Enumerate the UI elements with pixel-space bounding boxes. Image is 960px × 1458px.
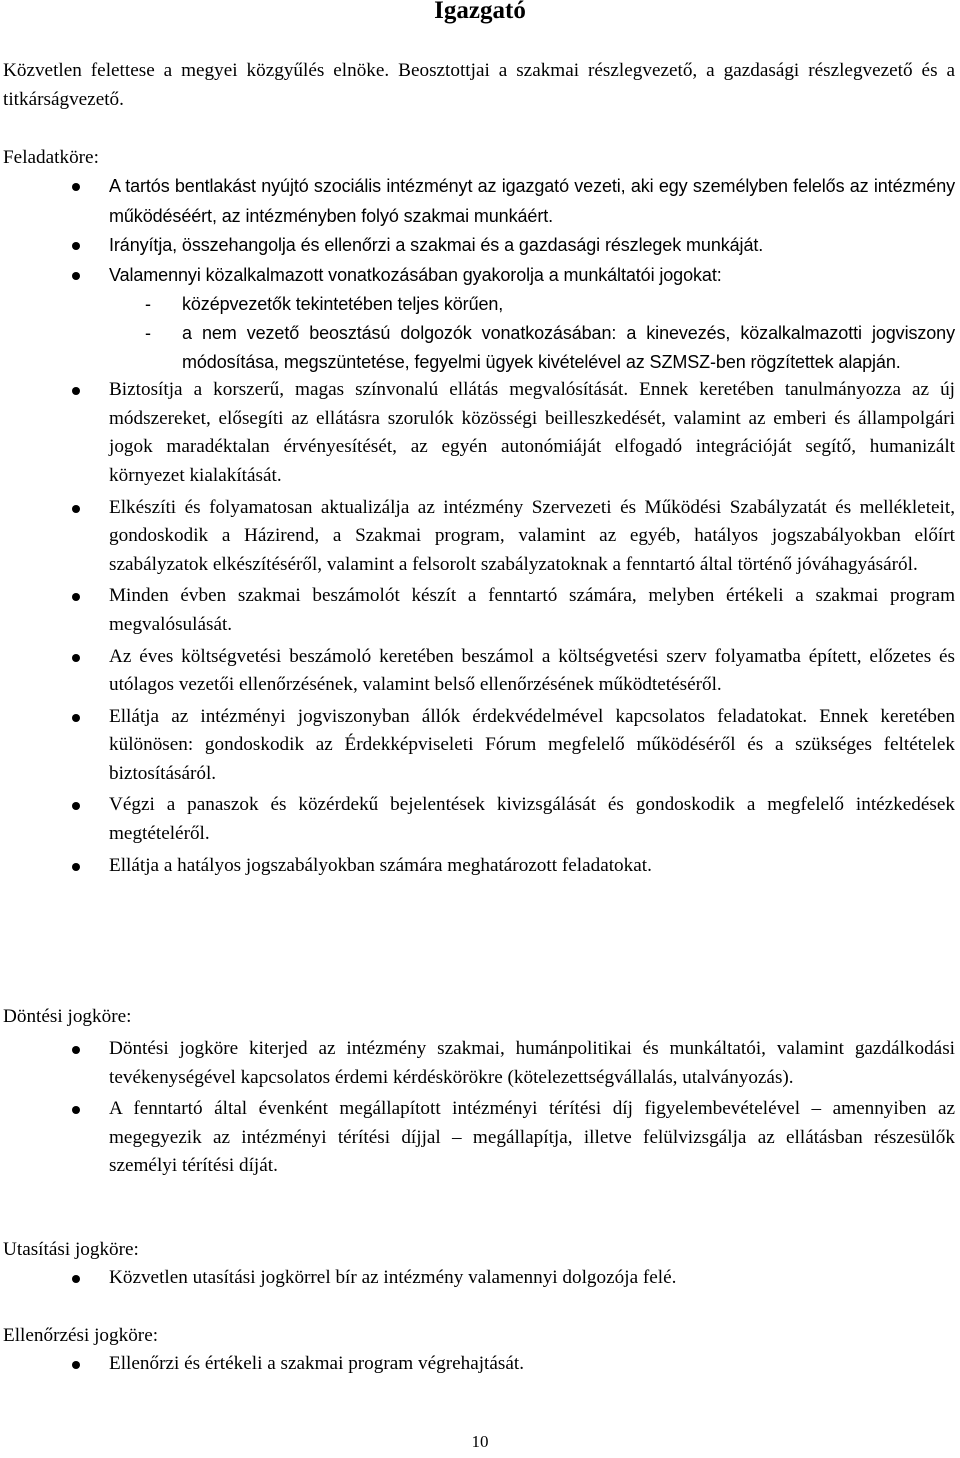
dash-marker: - [145,322,151,343]
list-item [0,1350,960,1379]
bullet-icon [72,654,80,662]
list-item [0,1264,960,1293]
list-item [0,376,960,490]
sub-list-item [109,290,955,319]
sub-list [109,290,955,376]
section-heading-dontesi: Döntési jogköre: [3,1006,132,1027]
intro-paragraph: Közvetlen felettese a megyei közgyűlés elnöke. Beosztottjai a szakmai részlegvezető, a gazdasági részlegvezető és a titkárságvezető. [3,60,955,110]
bullet-icon [72,863,80,871]
list-item [0,791,960,848]
list-item-text: Biztosítja a korszerű, magas színvonalú ellátás megvalósítását. Ennek keretében tanulmányozza az új módszereket, elősegíti az ellátásra szorulók közösségi beilleszkedését, valamint az emberi és állampolgári jogok maradéktalan érvényesítését, az egyén autonómiáját elfogadó integrációját segítő, humanizált környezet kialakítását. [109,379,955,486]
bullet-icon [72,1275,80,1283]
page-number: 10 [471,1432,489,1451]
list-dontesi [0,1035,960,1181]
list-item [0,643,960,700]
sub-list-item [109,319,955,376]
list-item [0,261,960,376]
list-item [0,582,960,639]
list-feladatkore [0,172,960,880]
section-heading-feladatkore: Feladatköre: [3,147,99,168]
list-item-text: Ellátja az intézményi jogviszonyban állók érdekvédelmével kapcsolatos feladatokat. Ennek keretében különösen: gondoskodik az Érdekképviseleti Fórum megfelelő működéséről és a szükséges feltételek biztosításáról. [109,705,955,784]
list-item [0,852,960,881]
list-item-text: Valamennyi közalkalmazott vonatkozásában gyakorolja a munkáltatói jogokat: [109,264,722,285]
bullet-icon [72,802,80,810]
list-item-text: Döntési jogköre kiterjed az intézmény szakmai, humánpolitikai és munkáltatói, valamint gazdálkodási tevékenységével kapcsolatos érdemi kérdéskörökre (kötelezettségvállalás, utalványozás). [109,1038,955,1088]
list-item-text: Végzi a panaszok és közérdekű bejelentések kivizsgálását és gondoskodik a megfelelő intézkedések megtételéről. [109,794,955,845]
list-item-text: Az éves költségvetési beszámoló keretében beszámol a költségvetési szerv folyamatba épített, előzetes és utólagos vezetői ellenőrzésének, valamint belső ellenőrzésének működtetéséről. [109,645,955,696]
page-title: Igazgató [434,0,526,24]
list-item-text: Elkészíti és folyamatosan aktualizálja az intézmény Szervezeti és Működési Szabályzatát és mellékleteit, gondoskodik a Házirend, a Szakmai program, valamint az egyéb, hatályos jogszabályokban előírt szabályzatok elkészítéséről, valamint a felsorolt szabályzatoknak a fenntartó által történő jóváhagyásáról. [109,496,955,575]
list-item-text: A tartós bentlakást nyújtó szociális intézményt az igazgató vezeti, aki egy személyben felelős az intézmény működéséért, az intézményben folyó szakmai munkáért. [109,176,955,226]
bullet-icon [72,714,80,722]
section-heading-utasitasi: Utasítási jogköre: [3,1239,139,1260]
list-item-text: Ellenőrzi és értékeli a szakmai program végrehajtását. [109,1353,525,1374]
bullet-icon [72,593,80,601]
bullet-icon [72,387,80,395]
list-ellenorzesi [0,1350,960,1379]
sub-list-item-text: a nem vezető beosztású dolgozók vonatkozásában: a kinevezés, közalkalmazotti jogviszony módosítása, megszüntetése, fegyelmi ügyek kivételével az SZMSZ-ben rögzítettek alapján. [182,322,955,372]
section-heading-ellenorzesi: Ellenőrzési jogköre: [3,1325,159,1346]
list-item-text: Közvetlen utasítási jogkörrel bír az intézmény valamennyi dolgozója felé. [109,1267,677,1288]
list-item [0,172,960,231]
list-utasitasi [0,1264,960,1293]
list-item-text: Irányítja, összehangolja és ellenőrzi a szakmai és a gazdasági részlegek munkáját. [109,235,764,256]
list-item-text: A fenntartó által évenként megállapított intézményi térítési díj figyelembevételével – amennyiben az megegyezik az intézményi térítési díjjal – megállapítja, illetve felülvizsgálja az ellátásban részesülők személyi térítési díját. [109,1098,955,1177]
dash-marker: - [145,294,151,315]
list-item [0,1095,960,1181]
sub-list-item-text: középvezetők tekintetében teljes körűen, [182,294,504,315]
bullet-icon [72,1106,80,1114]
list-item [0,231,960,261]
bullet-icon [72,1046,80,1054]
bullet-icon [72,1361,80,1369]
bullet-icon [72,242,80,250]
bullet-icon [72,505,80,513]
bullet-icon [72,183,80,191]
list-item [0,703,960,789]
list-item [0,494,960,580]
list-item-text: Ellátja a hatályos jogszabályokban számára meghatározott feladatokat. [109,854,652,876]
list-item-text: Minden évben szakmai beszámolót készít a fenntartó számára, melyben értékeli a szakmai program megvalósulását. [109,585,955,635]
list-item [0,1035,960,1092]
bullet-icon [72,272,80,280]
